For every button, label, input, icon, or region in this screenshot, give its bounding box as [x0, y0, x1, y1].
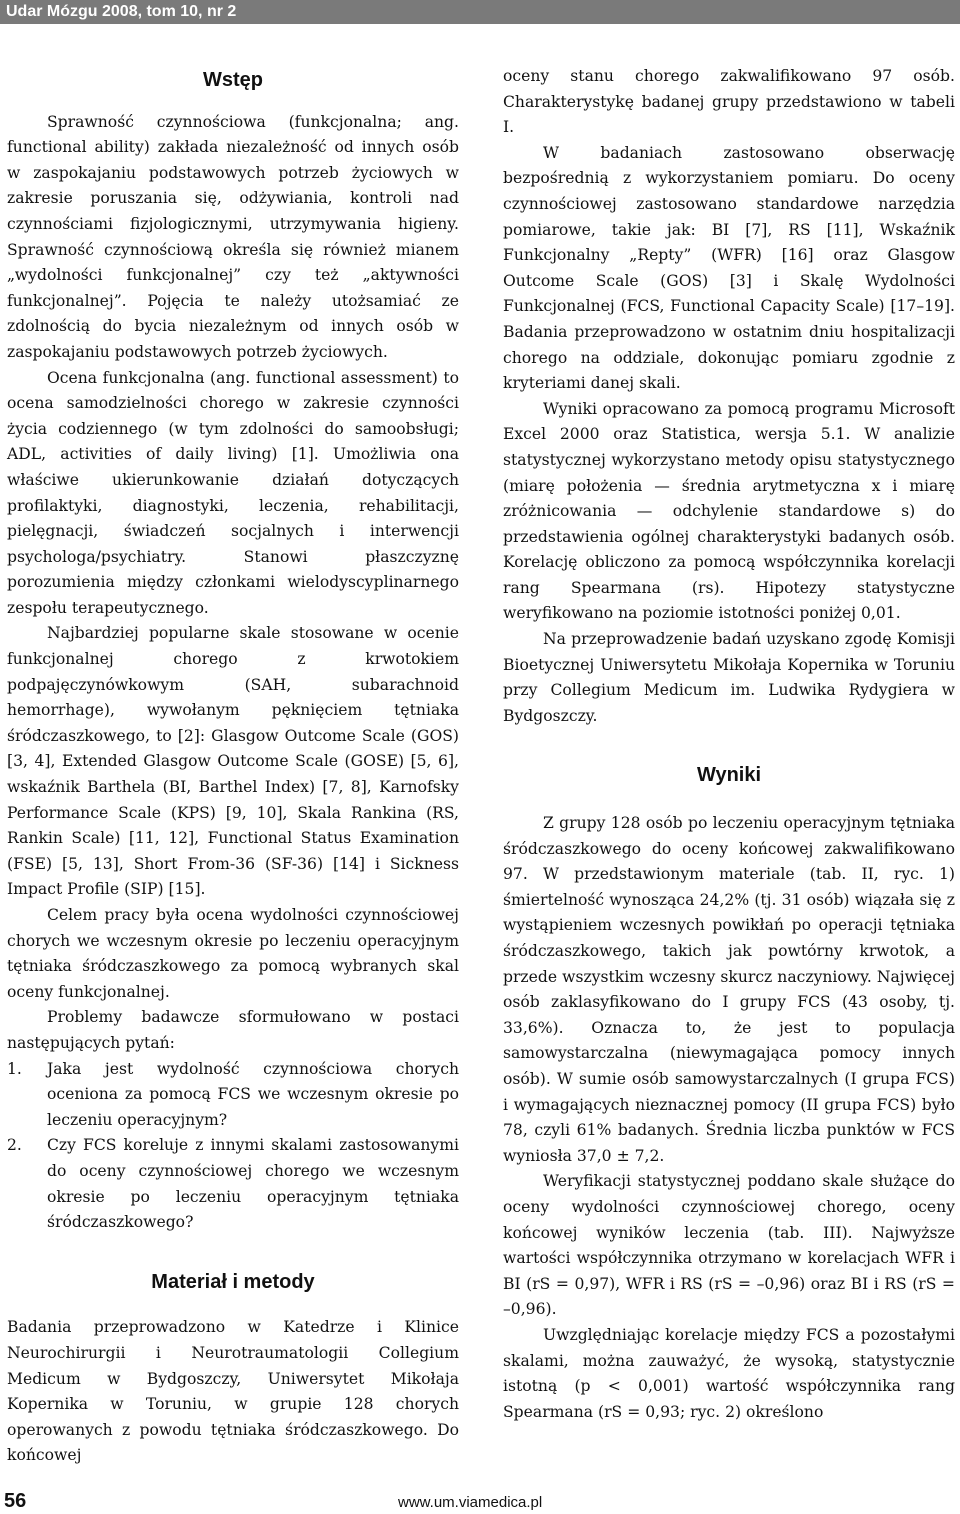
paragraph: Z grupy 128 osób po leczeniu operacyjnym tętniaka śródczaszkowego do oceny końcowej zakwalifikowano 97. W przedstawionym materiale (tab. II, ryc. 1) śmiertelność wynosząca 24,2% (tj. 31 osób) wiązała się z wystąpieniem wczesnych powikłań po operacji tętniaka śródczaszkowego, takich jak powtórny krwotok, a przede wszystkim wczesny skurcz naczyniowy. Najwięcej osób zaklasyfikowano do I grupy FCS (43 osoby, tj. 33,6%). Oznacza to, że jest to populacja samowystarczalna (niewymagająca pomocy innych osób). W sumie osób samowystarczalnych (I grupa FCS) i wymagających nieznacznej pomocy (II grupa FCS) było 78, czyli 61% badanych. Średnia liczba punktów w FCS wyniosła 37,0 ± 7,2. [503, 814, 955, 1165]
journal-title: Udar Mózgu 2008, tom 10, nr 2 [6, 3, 237, 20]
list-number: 2. [7, 1136, 22, 1155]
section-title-material: Materiał i metody [151, 1270, 315, 1293]
paragraph: Wyniki opracowano za pomocą programu Microsoft Excel 2000 oraz Statistica, wersja 5.1. W analizie statystycznej wykorzystano metody opisu statystycznego (miarę położenia — średnia arytmetyczna x i miarę zróżnicowania — odchylenie standardowe s) do przedstawienia ogólnej charakterystyki badanych osób. Korelację obliczono za pomocą współczynnika korelacji rang Spearmana (rs). Hipotezy statystyczne weryfikowano na poziomie istotności poniżej 0,01. [503, 399, 955, 623]
section-title-wyniki: Wyniki [696, 764, 762, 787]
list-number: 1. [7, 1059, 22, 1078]
paragraph: Ocena funkcjonalna (ang. functional assessment) to ocena samodzielności chorego w zakresie czynności życia codziennego (w tym zdolności do samoobsługi; ADL, activities of daily living) [1]. Umożliwia ona właściwe ukierunkowanie działań dotyczących profilaktyki, diagnostyki, leczenia, rehabilitacji, pielęgnacji, świadczeń socjalnych i interwencji psychologa/psychiatry. Stanowi płaszczyznę porozumienia między członkami wielodyscyplinarnego zespołu terapeutycznego. [7, 368, 459, 617]
list-item [7, 1057, 459, 1134]
journal-header-bar [0, 0, 960, 24]
list-text: Jaka jest wydolność czynnościowa chorych oceniona za pomocą FCS we wczesnym okresie po leczeniu operacyjnym? [47, 1059, 459, 1129]
paragraph: Badania przeprowadzono w Katedrze i Klinice Neurochirurgii i Neurotraumatologii Collegium Medicum w Bydgoszczy, Uniwersytet Mikołaja Kopernika w Toruniu, w grupie 128 chorych operowanych z powodu tętniaka śródczaszkowego. Do końcowej [7, 1318, 459, 1465]
paragraph: Na przeprowadzenie badań uzyskano zgodę Komisji Bioetycznej Uniwersytetu Mikołaja Kopernika w Toruniu przy Collegium Medicum im. Ludwika Rydygiera w Bydgoszczy. [503, 630, 955, 725]
paragraph: W badaniach zastosowano obserwację bezpośrednią z wykorzystaniem pomiaru. Do oceny czynnościowej zastosowano standardowe narzędzia pomiarowe, takie jak: BI [7], RS [11], Wskaźnik Funkcjonalny „Repty” (WFR) [16] oraz Glasgow Outcome Scale (GOS) [3] i Skalę Wydolności Funkcjonalnej (FCS, Functional Capacity Scale) [17–19]. Badania przeprowadzono w ostatnim dniu hospitalizacji chorego na oddziale, dokonując pomiaru zgodnie z kryteriami danej skali. [503, 143, 955, 393]
list-text: Czy FCS koreluje z innymi skalami zastosowanymi do oceny czynnościowej chorego we wczesnym okresie po leczeniu operacyjnym tętniaka śródczaszkowego? [47, 1136, 459, 1232]
paragraph: Weryfikacji statystycznej poddano skale służące do oceny wydolności czynnościowej chorego, oceny końcowej wyników leczenia (tab. III). Najwyższe wartości współczynnika otrzymano w korelacjach WFR i BI (rS = 0,97), WFR i RS (rS = –0,96) oraz BI i RS (rS = –0,96). [503, 1172, 955, 1319]
paragraph: Sprawność czynnościowa (funkcjonalna; ang. functional ability) zakłada niezależność od innych osób w zaspokajaniu podstawowych potrzeb życiowych w zakresie poruszania się, odżywiania, kontroli nad czynnościami fizjologicznymi, utrzymywania higieny. Sprawność czynnościową określa się również mianem „wydolności funkcjonalnej” czy też „aktywności funkcjonalnej”. Pojęcia te należy utożsamiać ze zdolnością do bycia niezależnym od innych osób w zaspokajaniu podstawowych potrzeb życiowych. [7, 112, 459, 361]
paragraph: Problemy badawcze sformułowano w postaci następujących pytań: [7, 1008, 459, 1052]
paragraph: oceny stanu chorego zakwalifikowano 97 osób. Charakterystykę badanej grupy przedstawiono w tabeli I. [503, 67, 955, 137]
paragraph: Celem pracy była ocena wydolności czynnościowej chorych we wczesnym okresie po leczeniu operacyjnym tętniaka śródczaszkowego za pomocą wybranych skal oceny funkcjonalnej. [7, 906, 459, 1001]
page-number: 56 [4, 1490, 27, 1512]
footer-url: www.um.viamedica.pl [398, 1494, 543, 1511]
paragraph: Najbardziej popularne skale stosowane w ocenie funkcjonalnej chorego z krwotokiem podpajęczynówkowym (SAH, subarachnoid hemorrhage), wywołanym pęknięciem tętniaka śródczaszkowego, to [2]: Glasgow Outcome Scale (GOS) [3, 4], Extended Glasgow Outcome Scale (GOSE) [5, 6], wskaźnik Barthela (BI, Barthel Index) [7, 8], Karnofsky Performance Scale (KPS) [9, 10], Skala Rankina (RS, Rankin Scale) [11, 12], Functional Status Examination (FSE) [5, 13], Short From-36 (SF-36) [14] i Sickness Impact Profile (SIP) [15]. [7, 624, 459, 899]
paragraph: Uwzględniając korelacje między FCS a pozostałymi skalami, można zauważyć, że wysoką, statystycznie istotną (p < 0,001) wartość współczynnika rang Spearmana (rS = 0,93; ryc. 2) określono [503, 1325, 955, 1421]
list-item [7, 1133, 459, 1235]
section-title-wstep: Wstęp [203, 69, 263, 91]
left-column [7, 64, 459, 1469]
right-column [503, 64, 955, 1425]
